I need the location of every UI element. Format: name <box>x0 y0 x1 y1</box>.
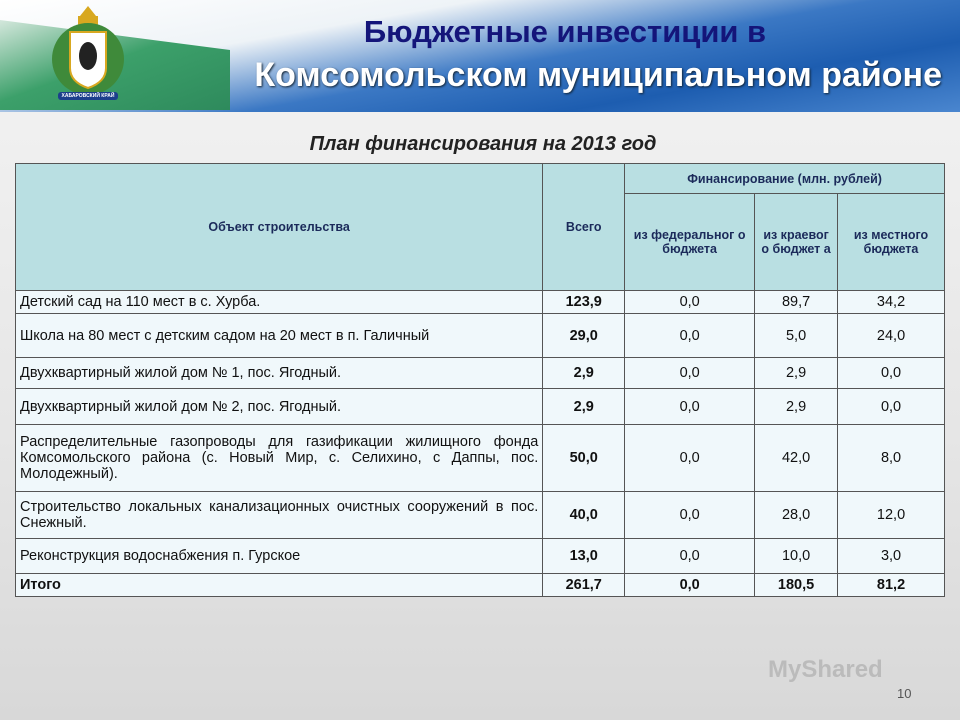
cell-federal: 0,0 <box>625 314 755 358</box>
header-local: из местного бюджета <box>838 194 945 291</box>
watermark-logo: MyShared <box>768 656 883 683</box>
cell-total: 2,9 <box>543 389 625 425</box>
cell-federal: 0,0 <box>625 539 755 574</box>
header-federal: из федеральног о бюджета <box>625 194 755 291</box>
table-row <box>16 291 945 314</box>
financing-table <box>15 163 945 597</box>
cell-regional: 5,0 <box>755 314 838 358</box>
table-row <box>16 539 945 574</box>
cell-total: 13,0 <box>543 539 625 574</box>
cell-regional: 2,9 <box>755 358 838 389</box>
cell-regional: 42,0 <box>755 425 838 492</box>
cell-total: 2,9 <box>543 358 625 389</box>
table-row <box>16 314 945 358</box>
cell-local: 0,0 <box>838 389 945 425</box>
table-row <box>16 358 945 389</box>
cell-local: 12,0 <box>838 492 945 539</box>
cell-object: Двухквартирный жилой дом № 1, пос. Ягодный. <box>16 358 543 389</box>
cell-total: 29,0 <box>543 314 625 358</box>
cell-federal: 0,0 <box>625 389 755 425</box>
total-row <box>16 574 945 597</box>
header-financing: Финансирование (млн. рублей) <box>625 164 945 194</box>
cell-total: 123,9 <box>543 291 625 314</box>
total-label: Итого <box>16 574 543 597</box>
cell-total: 50,0 <box>543 425 625 492</box>
total-total: 261,7 <box>543 574 625 597</box>
page-number: 10 <box>897 686 912 701</box>
table-row <box>16 425 945 492</box>
cell-federal: 0,0 <box>625 425 755 492</box>
total-regional: 180,5 <box>755 574 838 597</box>
cell-local: 34,2 <box>838 291 945 314</box>
crest-ribbon-text: ХАБАРОВСКИЙ КРАЙ <box>61 93 115 99</box>
cell-regional: 89,7 <box>755 291 838 314</box>
title-line-2: Комсомольском муниципальном районе <box>254 56 942 94</box>
cell-total: 40,0 <box>543 492 625 539</box>
header-object: Объект строительства <box>16 164 543 291</box>
header-total: Всего <box>543 164 625 291</box>
table-row <box>16 389 945 425</box>
cell-federal: 0,0 <box>625 358 755 389</box>
cell-federal: 0,0 <box>625 492 755 539</box>
cell-local: 24,0 <box>838 314 945 358</box>
cell-regional: 10,0 <box>755 539 838 574</box>
cell-object: Строительство локальных канализационных очистных сооружений в пос. Снежный. <box>16 492 543 539</box>
subtitle: План финансирования на 2013 год <box>309 133 657 155</box>
cell-regional: 28,0 <box>755 492 838 539</box>
cell-regional: 2,9 <box>755 389 838 425</box>
cell-local: 3,0 <box>838 539 945 574</box>
cell-object: Детский сад на 110 мест в с. Хурба. <box>16 291 543 314</box>
cell-object: Реконструкция водоснабжения п. Гурское <box>16 539 543 574</box>
header-regional: из краевог о бюджет а <box>755 194 838 291</box>
total-local: 81,2 <box>838 574 945 597</box>
cell-local: 0,0 <box>838 358 945 389</box>
cell-object: Школа на 80 мест с детским садом на 20 мест в п. Галичный <box>16 314 543 358</box>
cell-object: Двухквартирный жилой дом № 2, пос. Ягодный. <box>16 389 543 425</box>
cell-local: 8,0 <box>838 425 945 492</box>
table-row <box>16 492 945 539</box>
cell-federal: 0,0 <box>625 291 755 314</box>
total-federal: 0,0 <box>625 574 755 597</box>
title-line-1: Бюджетные инвестиции в <box>363 14 767 49</box>
cell-object: Распределительные газопроводы для газификации жилищного фонда Комсомольского района (с. Новый Мир, с. Селихино, с Даппы, пос. Молодежный). <box>16 425 543 492</box>
